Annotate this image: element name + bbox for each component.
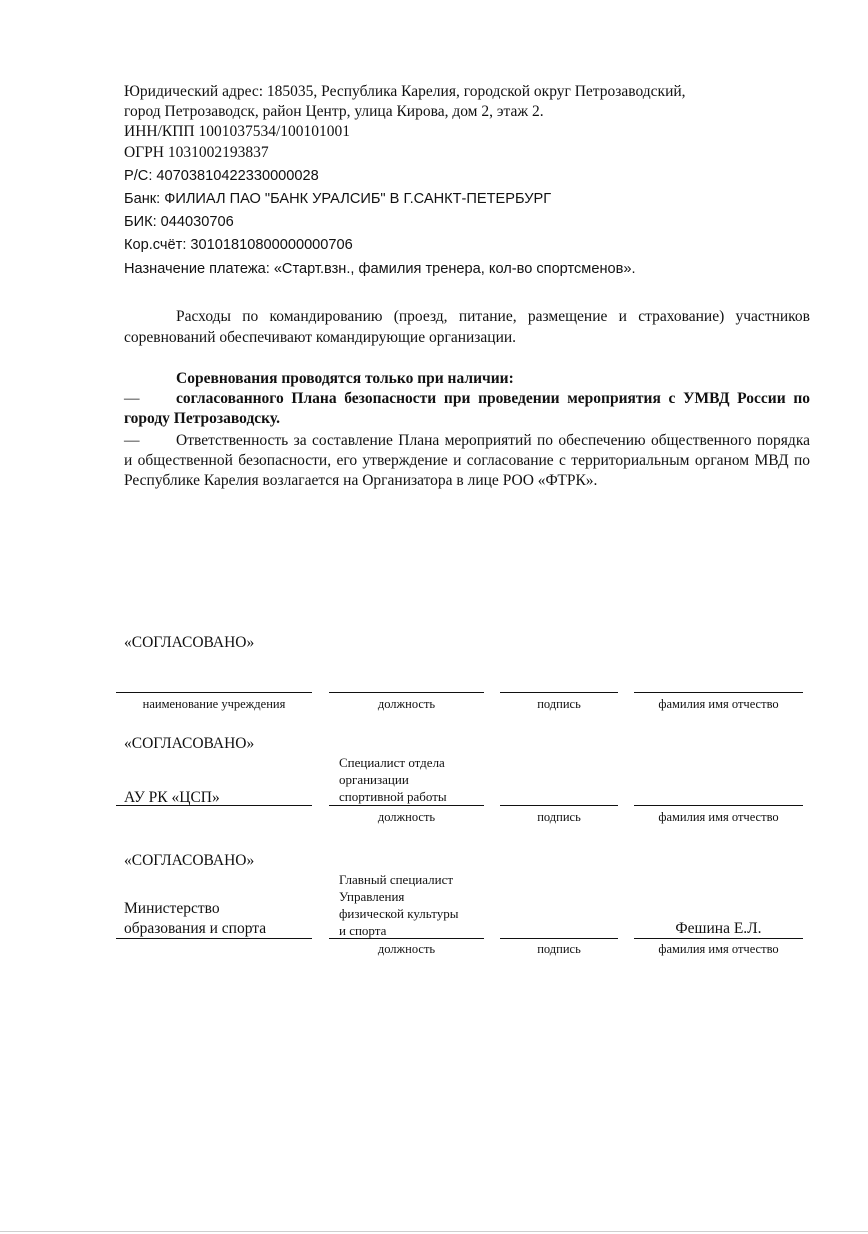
approval-3-position-line bbox=[329, 938, 484, 939]
dash-marker: — bbox=[124, 432, 140, 449]
legal-address-line-1: Юридический адрес: 185035, Республика Карелия, городской округ Петрозаводский, bbox=[124, 83, 686, 100]
approval-3-position-line-1: Главный специалист bbox=[339, 872, 454, 887]
approval-3-org bbox=[124, 899, 266, 939]
inn-kpp: ИНН/КПП 1001037534/100101001 bbox=[124, 123, 351, 140]
corr-account: Кор.счёт: 30101810800000000706 bbox=[124, 237, 353, 253]
approval-1-signature-line bbox=[500, 692, 618, 693]
approval-3-signature-line bbox=[500, 938, 618, 939]
approval-3-position bbox=[339, 871, 458, 939]
approval-1-position-line bbox=[329, 692, 484, 693]
approval-3-fio-line bbox=[634, 938, 803, 939]
approval-2-label: «СОГЛАСОВАНО» bbox=[124, 735, 255, 752]
approval-3-org-line-1: Министерство bbox=[124, 900, 220, 917]
approval-2-caption-signature: подпись bbox=[537, 810, 581, 824]
approval-3-org-line bbox=[116, 938, 312, 939]
approval-2-position-line-3: спортивной работы bbox=[339, 789, 447, 804]
bank-account: Р/С: 40703810422330000028 bbox=[124, 168, 319, 184]
approval-2-position-line-1: Специалист отдела bbox=[339, 755, 445, 770]
approval-2-caption-fio: фамилия имя отчество bbox=[658, 810, 779, 824]
approval-2-org-line bbox=[116, 805, 312, 806]
conditions-heading: Соревнования проводятся только при наличии: bbox=[176, 370, 514, 387]
expenses-paragraph: Расходы по командированию (проезд, питание, размещение и страхование) участников соревнований обеспечивают командирующие организации. bbox=[124, 308, 810, 346]
ogrn: ОГРН 1031002193837 bbox=[124, 144, 269, 161]
approval-2-position-line-2: организации bbox=[339, 772, 409, 787]
approval-1-org-line bbox=[116, 692, 312, 693]
bik: БИК: 044030706 bbox=[124, 214, 234, 230]
bank-name: Банк: ФИЛИАЛ ПАО "БАНК УРАЛСИБ" В Г.САНКТ-ПЕТЕРБУРГ bbox=[124, 191, 552, 207]
approval-3-caption-fio: фамилия имя отчество bbox=[658, 942, 779, 956]
condition-item-2 bbox=[124, 431, 810, 491]
condition-item-1 bbox=[124, 389, 810, 429]
approval-1-fio-line bbox=[634, 692, 803, 693]
approval-3-caption-position: должность bbox=[377, 942, 436, 956]
approval-3-position-line-2: Управления bbox=[339, 889, 405, 904]
payment-purpose: Назначение платежа: «Старт.взн., фамилия тренера, кол-во спортсменов». bbox=[124, 261, 636, 277]
approval-3-position-line-4: и спорта bbox=[339, 923, 387, 938]
approval-1-caption-position: должность bbox=[377, 697, 436, 711]
approval-3-caption-signature: подпись bbox=[537, 942, 581, 956]
approval-2-signature-line bbox=[500, 805, 618, 806]
approval-2-org: АУ РК «ЦСП» bbox=[124, 789, 220, 806]
approval-3-position-line-3: физической культуры bbox=[339, 906, 459, 921]
approval-3-label: «СОГЛАСОВАНО» bbox=[124, 852, 255, 869]
dash-marker: — bbox=[124, 390, 140, 407]
approval-1-caption-signature: подпись bbox=[537, 697, 581, 711]
approval-1-label: «СОГЛАСОВАНО» bbox=[124, 634, 255, 651]
condition-item-2-text: Ответственность за составление Плана мероприятий по обеспечению общественного порядка и общественной безопасности, его утверждение и согласование с территориальным органом МВД по Республике Карелия возлагается на Организатора в лице РОО «ФТРК». bbox=[124, 432, 810, 489]
approval-3-org-line-2: образования и спорта bbox=[124, 920, 267, 937]
approval-2-caption-position: должность bbox=[377, 810, 436, 824]
approval-2-position-line bbox=[329, 805, 484, 806]
approval-2-position bbox=[339, 754, 447, 805]
approval-1-caption-fio: фамилия имя отчество bbox=[658, 697, 779, 711]
approval-2-fio-line bbox=[634, 805, 803, 806]
approval-3-fio: Фешина Е.Л. bbox=[675, 920, 762, 937]
page-bottom-divider bbox=[0, 1231, 868, 1232]
approval-1-caption-org: наименование учреждения bbox=[142, 697, 286, 711]
condition-item-1-text: согласованного Плана безопасности при проведении мероприятия с УМВД России по городу Петрозаводску. bbox=[124, 390, 810, 427]
legal-address-line-2: город Петрозаводск, район Центр, улица Кирова, дом 2, этаж 2. bbox=[124, 103, 544, 120]
